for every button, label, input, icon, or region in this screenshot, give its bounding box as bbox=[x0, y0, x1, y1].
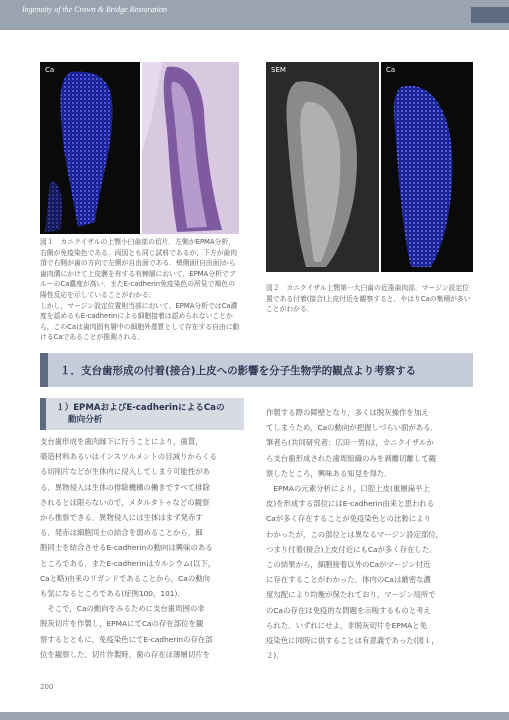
body-line: ら支台歯形成された歯周組織のみを剥離切離して観 bbox=[266, 453, 436, 463]
figure-2-sem-image bbox=[266, 62, 379, 272]
figure-1-caption-continued: しかし，マージン設定位置相当部において，EPMA分析ではCa濃度を認めるもE-cadherinによる細胞接着は認められないことから，このCaは歯肉固有層中の細胞外基質として存在する自由に動けるCaであることが推測される． bbox=[40, 301, 240, 342]
figure-2-caption-text: 図２ カニクイザル上顎第一大臼歯の近遠歯肉部．マージン設定位置である付着(接合)上皮付近を観察すると，やはりCaの集積が多いことがわかる． bbox=[266, 284, 471, 314]
body-line: この結果から，細胞接着以外のCaがマージン付近 bbox=[266, 560, 431, 570]
figure-1-epma-image bbox=[40, 62, 140, 234]
body-line: ２)． bbox=[266, 651, 284, 661]
subsection-heading bbox=[56, 402, 225, 426]
body-line: Caが多く存在することが免疫染色との比較により bbox=[266, 514, 431, 524]
body-line: 築造材料あるいはインスツルメントの目減りからくる bbox=[40, 452, 217, 462]
body-line: から推察できる．異物侵入には生体はまず発赤す bbox=[40, 513, 203, 523]
body-line: EPMAの元素分析により，口腔上皮(重層扁平上 bbox=[266, 484, 430, 494]
figure-label: SEM bbox=[271, 66, 286, 74]
figure-2-epma-image bbox=[381, 62, 473, 272]
figure-2-caption bbox=[266, 283, 473, 315]
body-line: る切削片などが生体内に侵入してしまう可能性があ bbox=[40, 467, 210, 477]
header-tab-marker bbox=[471, 7, 509, 23]
body-line: に存在することがわかった．体内のCaは厳密な濃 bbox=[266, 575, 431, 585]
body-line: も気になるところである(症例100，101)． bbox=[40, 589, 185, 599]
subsection-heading-line-2: 動向分析 bbox=[68, 415, 103, 425]
body-line: 察したところ，興味ある知見を得た． bbox=[266, 468, 392, 478]
body-line: 察するとともに，免疫染色にてE-cadherinの存在部 bbox=[40, 634, 213, 644]
section-banner bbox=[40, 353, 473, 387]
epma-ca-map-graphic bbox=[40, 62, 140, 234]
body-line: 位を観察した．切片作製時，歯の存在は薄層切片を bbox=[40, 649, 210, 659]
body-line: 度勾配により均衡が保たれており，マージン局所で bbox=[266, 590, 436, 600]
body-line: 胞同士を結合させるE-cadherinの動向は興味のある bbox=[40, 543, 213, 553]
section-heading: １．支台歯形成の付着(接合)上皮への影響を分子生物学的観点より考察する bbox=[60, 365, 417, 377]
body-line: 脱灰切片を作製し，EPMAにてCaの存在部位を観 bbox=[40, 619, 204, 629]
subsection-heading-line-1: １）EPMAおよびE-cadherinによるCaの bbox=[56, 403, 225, 413]
figure-1-caption bbox=[40, 237, 240, 343]
running-title: Ingenuity of the Crown & Bridge Restoration bbox=[22, 5, 168, 14]
figure-1-immunostain-image bbox=[142, 62, 239, 234]
body-line: 筆者ら(共同研究者：広田一男)は，カニクイザルか bbox=[266, 438, 434, 448]
figure-1-caption-text: 図１ カニクイザルの上顎小臼歯部の切片．左側がEPMA分析，右側が免疫染色である．両図とも同じ試料であるが，下方が歯肉頂で右側が歯の方向で左側が自由面である．頬側面(自由面)から歯肉溝にかけて上皮膜を有する有棘層において，EPMA分析でブルーのCa濃度が高い．またE-cadherin免疫染色の所見で褐色の陽性反応を示していることがわかる． bbox=[40, 238, 238, 299]
page-number: 200 bbox=[40, 683, 54, 691]
body-line: 疫染色に同時に供することは有意義であった(図１， bbox=[266, 636, 439, 646]
subsection-heading-box bbox=[40, 398, 244, 430]
body-line: る．異物侵入は生体の排除機構の働きですべて排除 bbox=[40, 482, 210, 492]
body-line: てしまうため，Caの動向が把握しづらい面がある． bbox=[266, 423, 438, 433]
body-line: のCaの存在は免疫的な問題を示唆するものと考え bbox=[266, 605, 431, 615]
body-line: る．発赤は細胞同士の結合を弱めることから，細 bbox=[40, 528, 203, 538]
body-left-column bbox=[40, 434, 240, 662]
body-line: Caと略)由来のリガンドであることから，Caの動向 bbox=[40, 573, 211, 583]
body-line: されるとは限らないので，メタルタトゥなどの観察 bbox=[40, 497, 210, 507]
body-line: 作製する際の障壁となり，多くは脱灰操作を加え bbox=[266, 408, 429, 417]
banner-stripe bbox=[40, 353, 48, 387]
sem-graphic bbox=[266, 62, 379, 272]
body-line: られた．いずれにせよ，非脱灰切片をEPMAと免 bbox=[266, 620, 427, 630]
body-line: ところである．またE-cadherinはカルシウム(以下， bbox=[40, 558, 216, 568]
figure-label: Ca bbox=[45, 66, 55, 74]
body-line: そこで，Caの動向をみるために支台歯周囲の非 bbox=[40, 604, 205, 614]
body-line: つまり付着(接合)上皮付近にもCaが多く存在した． bbox=[266, 544, 437, 554]
figure-label: Ca bbox=[386, 66, 396, 74]
immunostain-tissue-graphic bbox=[142, 62, 239, 234]
body-right-column bbox=[266, 405, 473, 663]
epma-ca-map-graphic-2 bbox=[381, 62, 473, 272]
header-bar bbox=[0, 0, 509, 30]
body-line: 支台歯形成を歯肉縁下に行うことにより，歯質， bbox=[40, 437, 203, 446]
footer-bar bbox=[0, 712, 509, 720]
body-line: 皮)を形成する部位にはE-cadherin由来と思われる bbox=[266, 499, 435, 509]
body-line: わかったが，この部位とは異なるマージン設定部位， bbox=[266, 529, 444, 539]
